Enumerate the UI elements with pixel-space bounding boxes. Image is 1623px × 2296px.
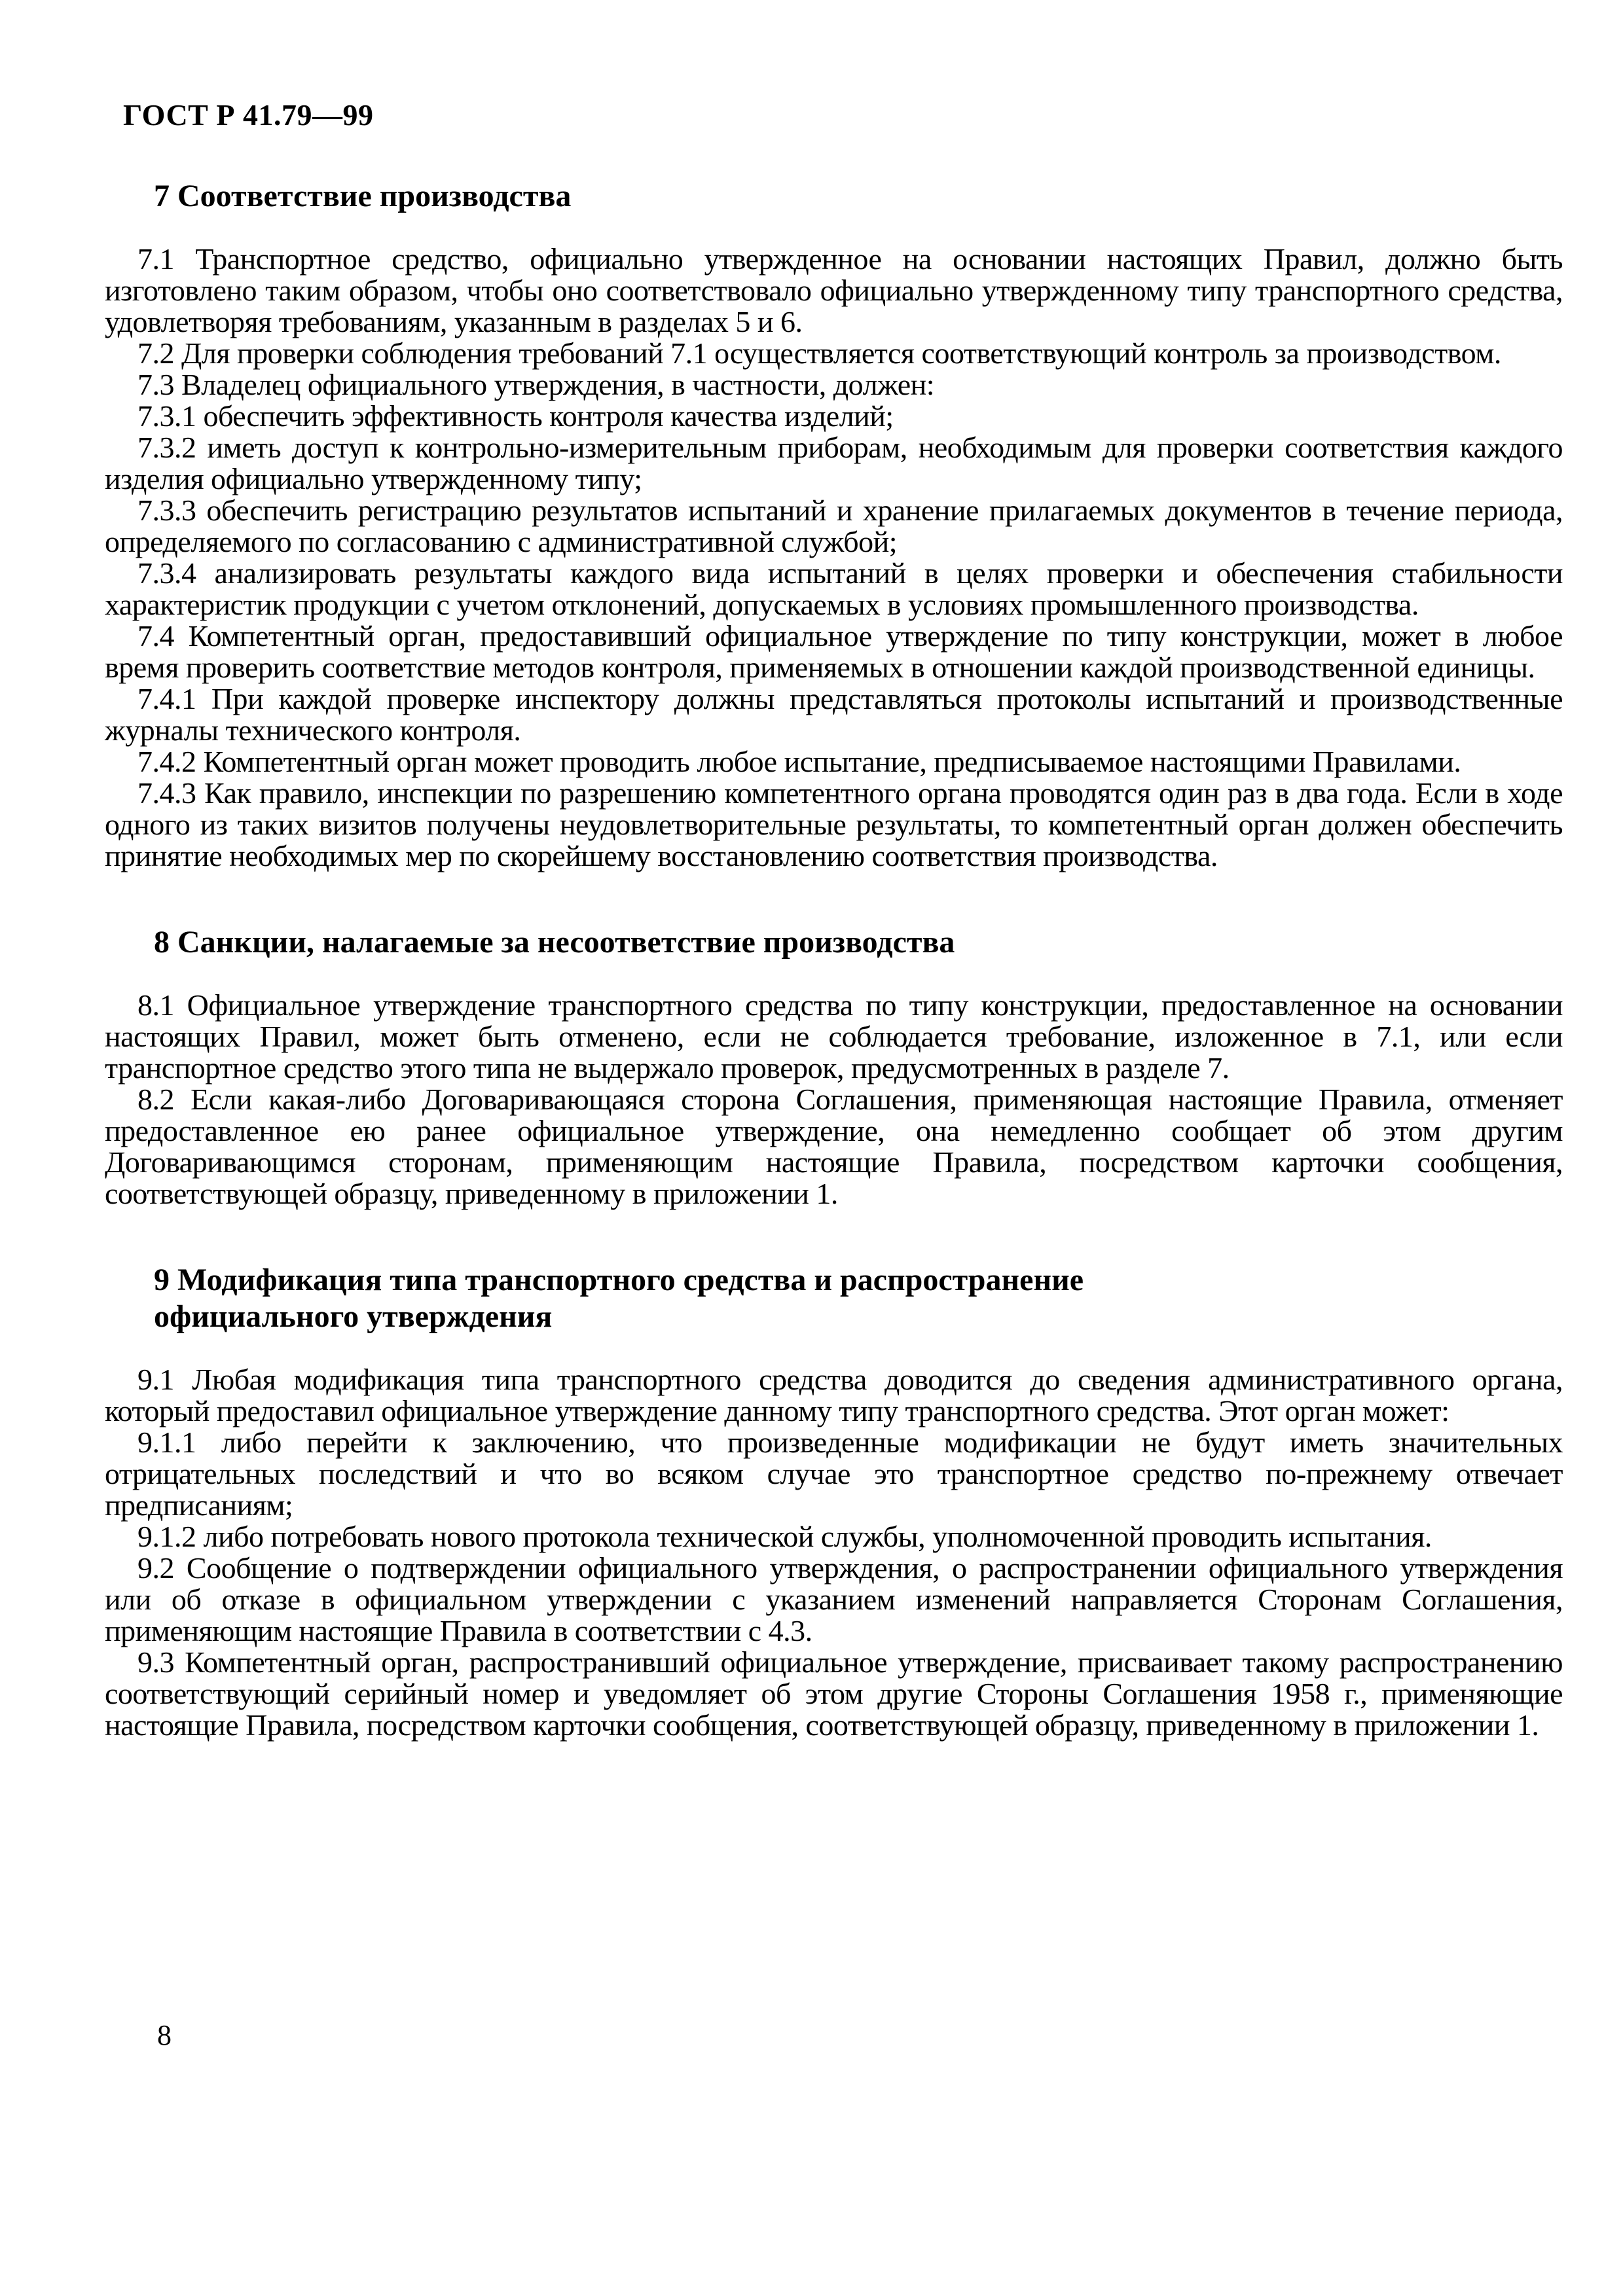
section-8-title bbox=[154, 924, 1563, 961]
section-title-line: 7 Соответствие производства bbox=[154, 179, 572, 213]
paragraph: 7.3.2 иметь доступ к контрольно-измерительным приборам, необходимым для проверки соответствия каждого изделия официально утвержденному типу; bbox=[105, 431, 1563, 495]
paragraph: 9.1.2 либо потребовать нового протокола технической службы, уполномоченной проводить испытания. bbox=[137, 1520, 1432, 1553]
paragraph: 7.3.1 обеспечить эффективность контроля качества изделий; bbox=[137, 399, 894, 433]
section-title-line: 8 Санкции, налагаемые за несоответствие производства bbox=[154, 925, 955, 960]
paragraph: 7.3 Владелец официального утверждения, в частности, должен: bbox=[137, 368, 935, 401]
section-7-title bbox=[154, 178, 1563, 215]
paragraph: 7.4.1 При каждой проверке инспектору должны представляться протоколы испытаний и производственные журналы технического контроля. bbox=[105, 682, 1563, 747]
paragraph: 7.1 Транспортное средство, официально утвержденное на основании настоящих Правил, должно быть изготовлено таким образом, чтобы оно соответствовало официально утвержденному типу транспортного средства, удовлетворяя требованиям, указанным в разделах 5 и 6. bbox=[105, 242, 1563, 338]
section-title-line: официального утверждения bbox=[154, 1299, 553, 1334]
doc-code: ГОСТ Р 41.79—99 bbox=[123, 98, 374, 132]
paragraph: 9.2 Сообщение о подтверждении официального утверждения, о распространении официального утверждения или об отказе в официальном утверждении с указанием изменений направляется Сторонам Соглашения, применяющим настоящие Правила в соответствии с 4.3. bbox=[105, 1551, 1563, 1647]
page-number: 8 bbox=[157, 2019, 172, 2051]
paragraph: 8.1 Официальное утверждение транспортного средства по типу конструкции, предоставленное на основании настоящих Правил, может быть отменено, если не соблюдается требование, изложенное в 7.1, или если транспортное средство этого типа не выдержало проверок, предусмотренных в разделе 7. bbox=[105, 988, 1563, 1085]
paragraph: 7.4.2 Компетентный орган может проводить любое испытание, предписываемое настоящими Правилами. bbox=[137, 745, 1461, 778]
document-body bbox=[105, 178, 1563, 1741]
section-title-line: 9 Модификация типа транспортного средства и распространение bbox=[154, 1263, 1084, 1297]
paragraph: 9.1 Любая модификация типа транспортного средства доводится до сведения административного органа, который предоставил официальное утверждение данному типу транспортного средства. Этот орган может: bbox=[105, 1363, 1563, 1427]
paragraph: 7.2 Для проверки соблюдения требований 7.1 осуществляется соответствующий контроль за производством. bbox=[137, 336, 1501, 370]
paragraph: 7.4 Компетентный орган, предоставивший официальное утверждение по типу конструкции, может в любое время проверить соответствие методов контроля, применяемых в отношении каждой производственной единицы. bbox=[105, 619, 1563, 684]
paragraph: 8.2 Если какая-либо Договаривающаяся сторона Соглашения, применяющая настоящие Правила, отменяет предоставленное ею ранее официальное утверждение, она немедленно сообщает об этом другим Договаривающимся сторонам, применяющим настоящие Правила, посредством карточки сообщения, соответствующей образцу, приведенному в приложении 1. bbox=[105, 1083, 1563, 1210]
paragraph: 7.3.4 анализировать результаты каждого вида испытаний в целях проверки и обеспечения стабильности характеристик продукции с учетом отклонений, допускаемых в условиях промышленного производства. bbox=[105, 556, 1563, 621]
paragraph: 9.3 Компетентный орган, распространивший официальное утверждение, присваивает такому распространению соответствующий серийный номер и уведомляет об этом другие Стороны Соглашения 1958 г., применяющие настоящие Правила, посредством карточки сообщения, соответствующей образцу, приведенному в приложении 1. bbox=[105, 1645, 1563, 1742]
paragraph: 7.4.3 Как правило, инспекции по разрешению компетентного органа проводятся один раз в два года. Если в ходе одного из таких визитов получены неудовлетворительные результаты, то компетентный орган должен обеспечить принятие необходимых мер по скорейшему восстановлению соответствия производства. bbox=[105, 776, 1563, 872]
paragraph: 7.3.3 обеспечить регистрацию результатов испытаний и хранение прилагаемых документов в течение периода, определяемого по согласованию с административной службой; bbox=[105, 493, 1563, 558]
paragraph: 9.1.1 либо перейти к заключению, что произведенные модификации не будут иметь значительных отрицательных последствий и что во всяком случае это транспортное средство по-прежнему отвечает предписаниям; bbox=[105, 1426, 1563, 1522]
section-9-title bbox=[154, 1262, 1563, 1335]
